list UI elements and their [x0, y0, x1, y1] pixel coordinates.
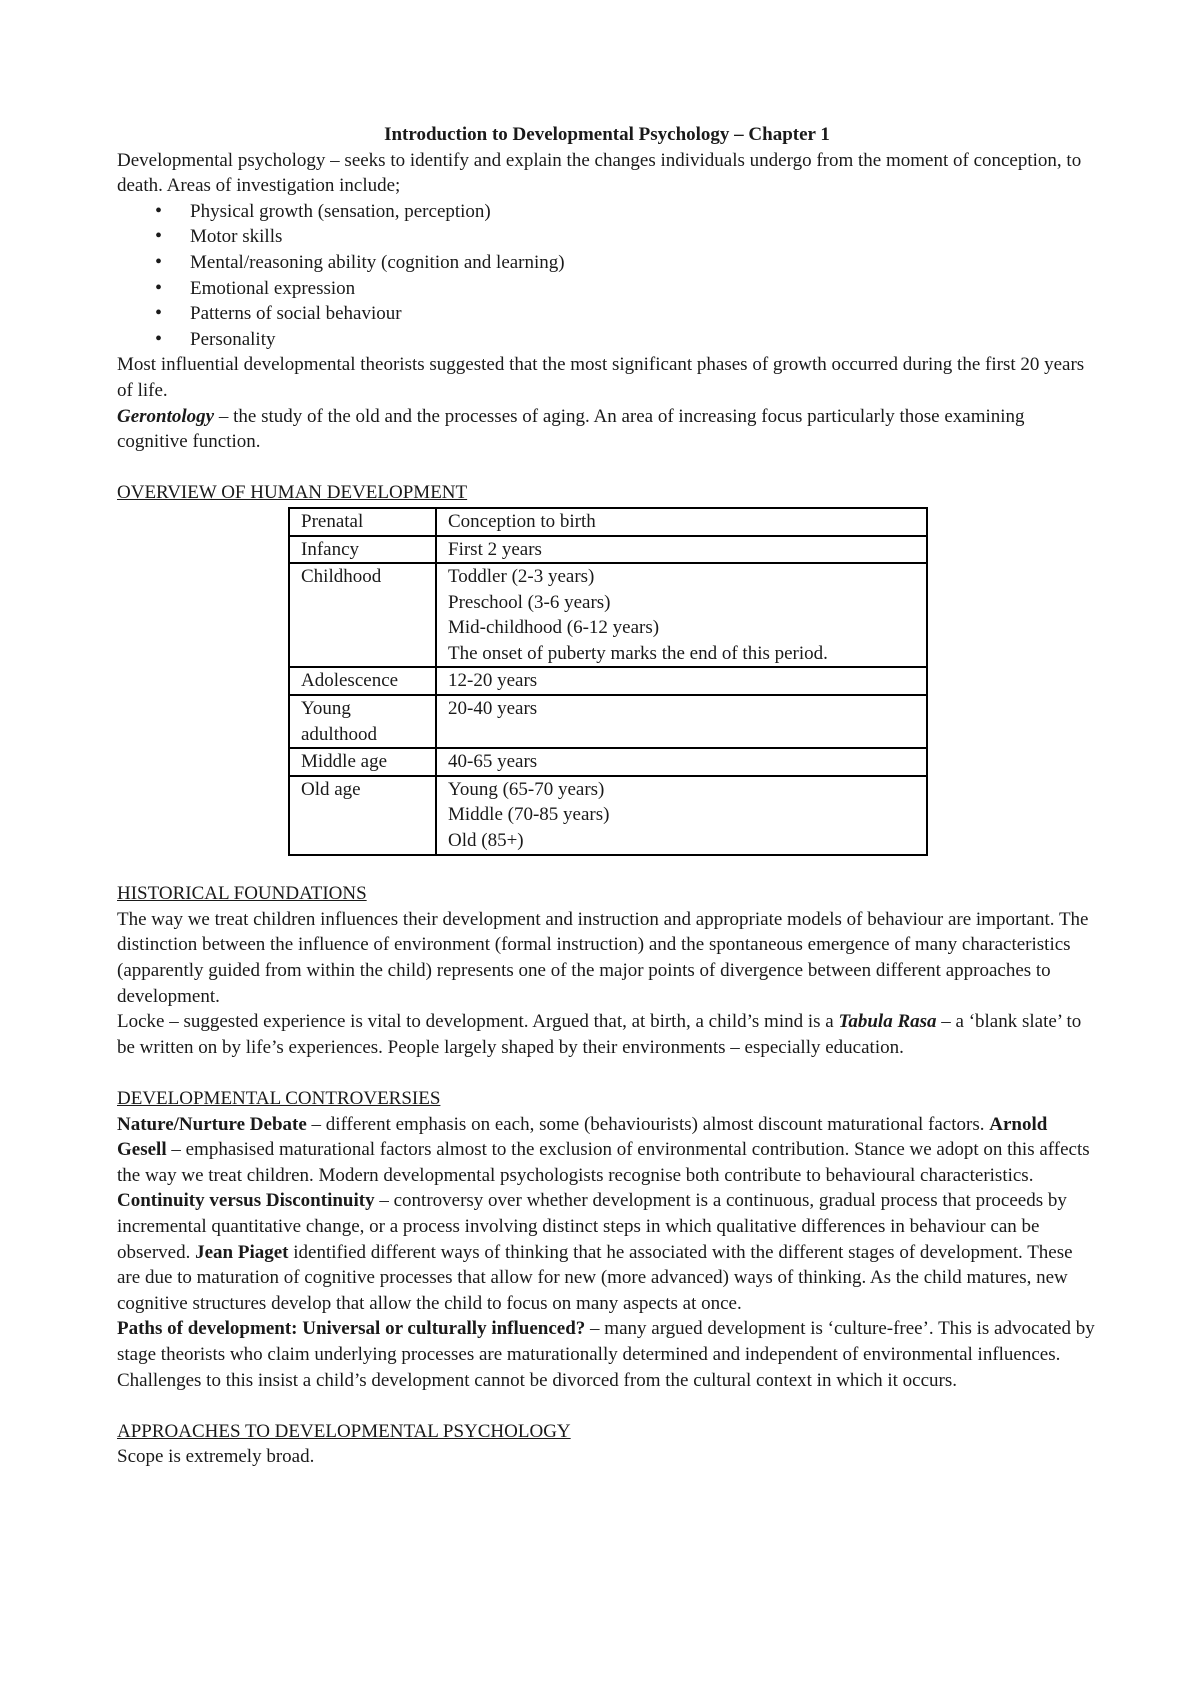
list-item: • Patterns of social behaviour — [117, 301, 1097, 327]
stage-cell: Prenatal — [289, 508, 436, 536]
list-item: • Mental/reasoning ability (cognition and learning) — [117, 250, 1097, 276]
range-cell — [436, 748, 927, 776]
development-stages-table — [288, 507, 928, 856]
table-row — [289, 776, 927, 855]
continuity-term: Continuity versus Discontinuity — [117, 1190, 375, 1212]
table-row — [289, 536, 927, 564]
range-line: Middle (70-85 years) — [448, 804, 610, 826]
spacer — [117, 455, 1097, 481]
range-line: 12-20 years — [448, 670, 538, 692]
range-cell — [436, 536, 927, 564]
stage-cell: Infancy — [289, 536, 436, 564]
range-cell — [436, 667, 927, 695]
continuity-paragraph — [117, 1188, 1097, 1316]
gerontology-definition: – the study of the old and the processes of aging. An area of increasing focus particularly those examining cognitive function. — [117, 405, 1025, 453]
paths-term: Paths of development: Universal or culturally influenced? — [117, 1318, 586, 1340]
theorists-paragraph: Most influential developmental theorists suggested that the most significant phases of growth occurred during the first 20 years of life. — [117, 354, 1085, 401]
list-item: • Personality — [117, 327, 1097, 353]
approaches-heading: APPROACHES TO DEVELOPMENTAL PSYCHOLOGY — [117, 1420, 571, 1442]
nature-nurture-term: Nature/Nurture Debate — [117, 1113, 307, 1135]
document-body — [117, 122, 1097, 1470]
locke-text-continued: – a ‘blank slate’ to be written on by life’s experiences. People largely shaped by their environments – especially education. — [117, 1011, 1082, 1058]
overview-heading: OVERVIEW OF HUMAN DEVELOPMENT — [117, 482, 468, 504]
range-line: Toddler (2-3 years) — [448, 566, 595, 588]
list-item: • Emotional expression — [117, 276, 1097, 302]
range-cell — [436, 695, 927, 748]
nature-nurture-text: – different emphasis on each, some (behaviourists) almost discount maturational factors. — [306, 1113, 990, 1135]
range-line: Preschool (3-6 years) — [448, 591, 611, 613]
investigation-areas-list — [117, 199, 1097, 353]
range-line: 40-65 years — [448, 751, 538, 773]
stage-cell: Childhood — [289, 563, 436, 667]
spacer — [117, 1393, 1097, 1419]
stage-cell: Young adulthood — [289, 695, 436, 748]
table-row — [289, 695, 927, 748]
table-row — [289, 667, 927, 695]
locke-paragraph — [117, 1009, 1097, 1060]
list-item: • Physical growth (sensation, perception) — [117, 199, 1097, 225]
range-line: First 2 years — [448, 538, 542, 560]
range-line: Young (65-70 years) — [448, 778, 605, 800]
stage-cell: Adolescence — [289, 667, 436, 695]
paths-text: – many argued development is ‘culture-free’. This is advocated by stage theorists who claim underlying processes are maturationally determined and independent of environmental influences. Challenges to this insist a child’s development cannot be divorced from the cultural context in which it occurs. — [117, 1318, 1095, 1391]
paths-paragraph — [117, 1316, 1097, 1393]
range-line: The onset of puberty marks the end of this period. — [448, 642, 828, 664]
piaget-term: Jean Piaget — [195, 1241, 289, 1263]
page-title: Introduction to Developmental Psychology – Chapter 1 — [384, 124, 830, 145]
gesell-term: Arnold Gesell — [117, 1113, 1048, 1161]
gerontology-term: Gerontology — [117, 405, 215, 427]
continuity-text: – controversy over whether development is a continuous, gradual process that proceeds by incremental quantitative change, or a process involving distinct steps in which qualitative differences in behaviour can be observed. — [117, 1190, 1067, 1263]
controversies-heading: DEVELOPMENTAL CONTROVERSIES — [117, 1087, 441, 1109]
list-item: • Motor skills — [117, 224, 1097, 250]
locke-text: Locke – suggested experience is vital to development. Argued that, at birth, a child’s mind is a — [117, 1011, 839, 1033]
spacer — [117, 856, 1097, 882]
range-line: Conception to birth — [448, 510, 596, 532]
historical-paragraph: The way we treat children influences their development and instruction and appropriate models of behaviour are important. The distinction between the influence of environment (formal instruction) and the spontaneous emergence of many characteristics (apparently guided from within the child) represents one of the major points of divergence between different approaches to development. — [117, 908, 1089, 1007]
range-line: Mid-childhood (6-12 years) — [448, 617, 660, 639]
range-cell — [436, 508, 927, 536]
range-line: 20-40 years — [448, 698, 538, 720]
range-line: Old (85+) — [448, 830, 524, 852]
range-cell — [436, 563, 927, 667]
spacer — [117, 1060, 1097, 1086]
stage-cell: Middle age — [289, 748, 436, 776]
stage-cell: Old age — [289, 776, 436, 855]
gerontology-paragraph — [117, 404, 1097, 455]
range-cell — [436, 776, 927, 855]
intro-paragraph: Developmental psychology – seeks to identify and explain the changes individuals undergo from the moment of conception, to death. Areas of investigation include; — [117, 149, 1082, 197]
tabula-rasa-term: Tabula Rasa — [838, 1011, 937, 1033]
table-row — [289, 563, 927, 667]
nature-nurture-paragraph — [117, 1112, 1097, 1189]
piaget-text: identified different ways of thinking that he associated with the different stages of development. These are due to maturation of cognitive processes that allow for new (more advanced) ways of thinking. As the child matures, new cognitive structures develop that allow the child to focus on many aspects at once. — [117, 1241, 1073, 1314]
table-row — [289, 748, 927, 776]
approaches-paragraph: Scope is extremely broad. — [117, 1446, 315, 1468]
table-row — [289, 508, 927, 536]
gesell-text: – emphasised maturational factors almost to the exclusion of environmental contribution. Stance we adopt on this affects the way we treat children. Modern developmental psychologists recognise both contribute to behavioural characteristics. — [117, 1139, 1090, 1186]
historical-heading: HISTORICAL FOUNDATIONS — [117, 883, 367, 905]
